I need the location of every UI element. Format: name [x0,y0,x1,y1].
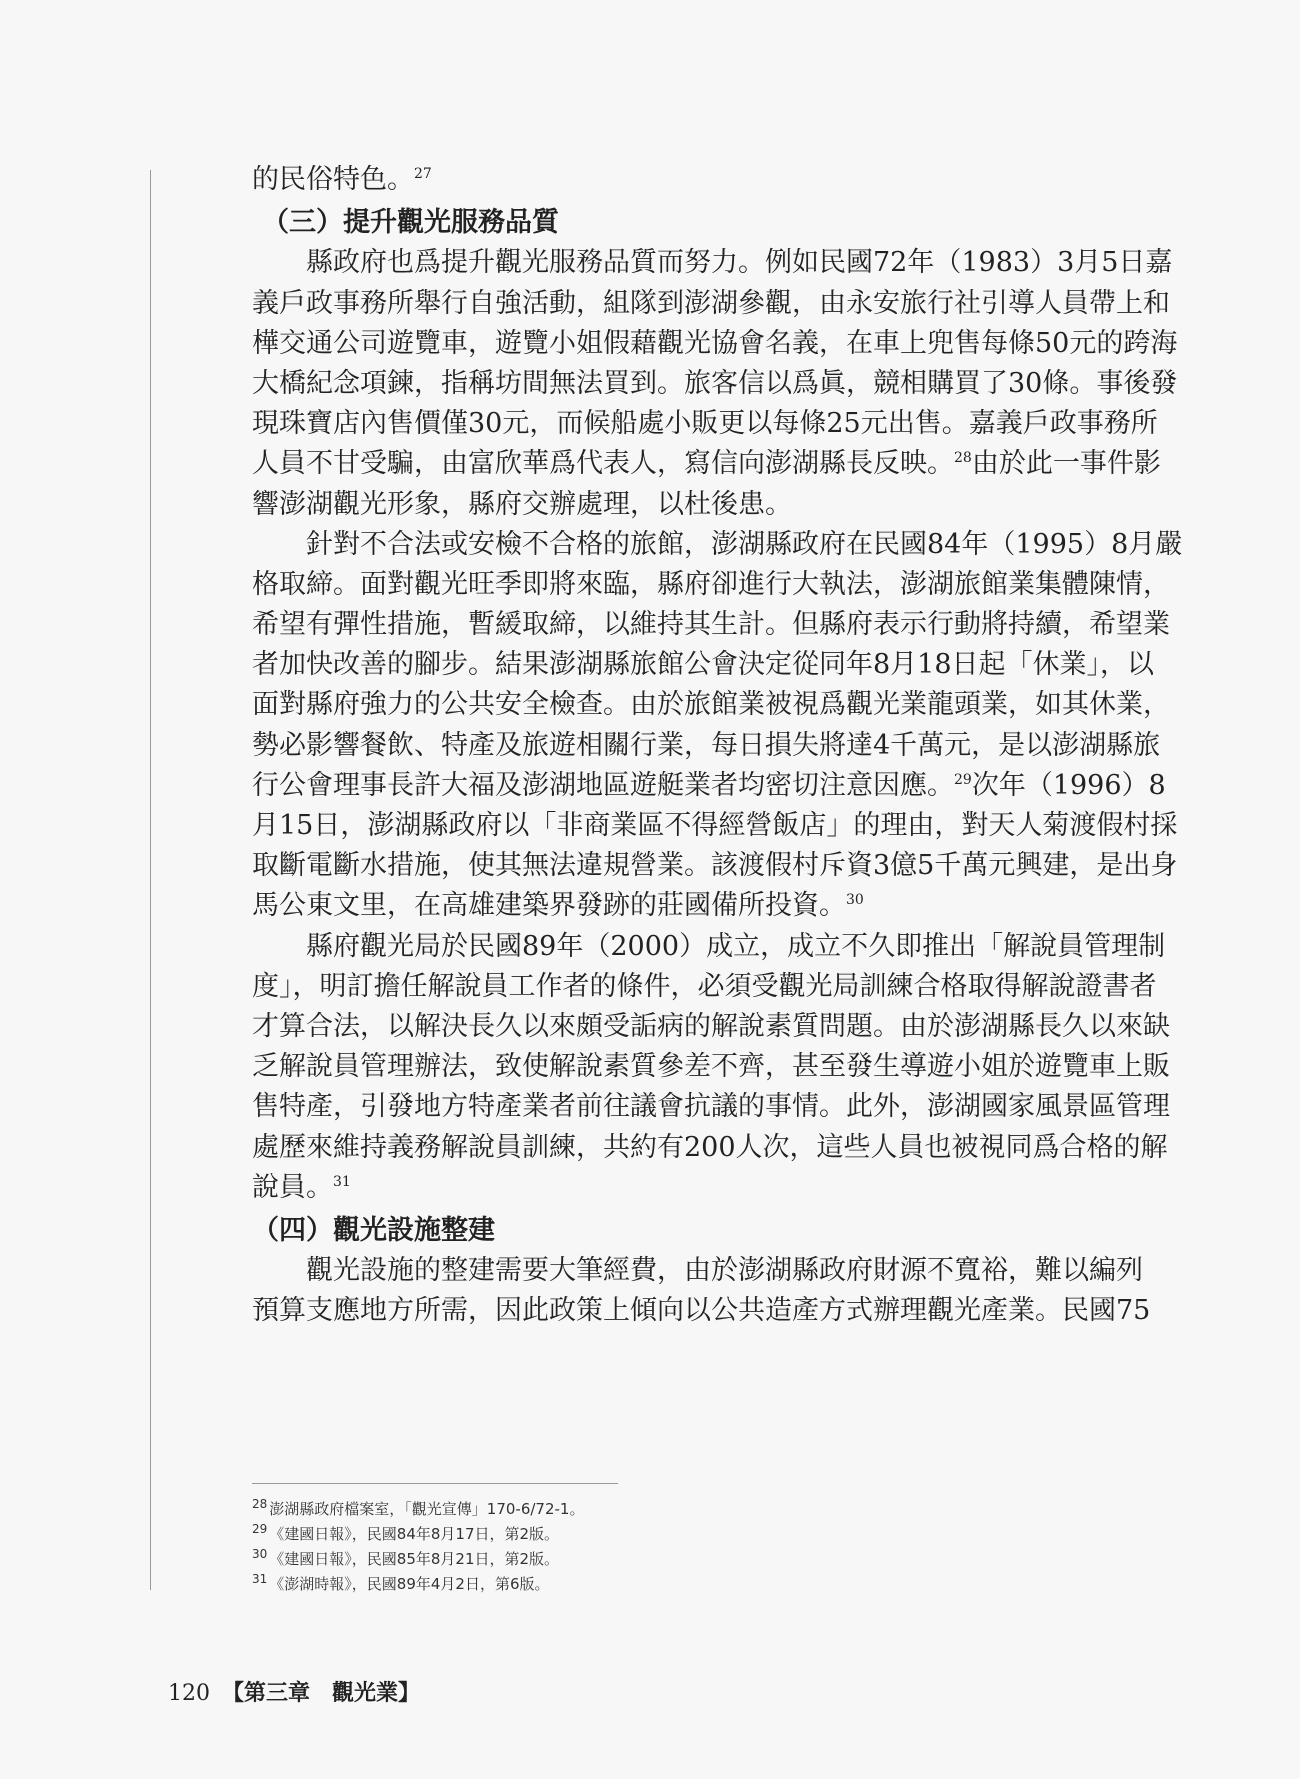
text-line: 馬公東文里，在高雄建築界發跡的莊國備所投資。$^{30}$ [252,890,864,922]
text-line: 義戶政事務所舉行自強活動，組隊到澎湖參觀，由永安旅行社引導人員帶上和 [252,287,1170,319]
footnote-separator [252,1483,618,1484]
footnote: $^{31}$ 《澎湖時報》，民國89年4月2日，第6版。 [252,1572,550,1593]
footnote: $^{30}$ 《建國日報》，民國85年8月21日，第2版。 [252,1547,560,1568]
footnote: $^{29}$ 《建國日報》，民國84年8月17日，第2版。 [252,1522,560,1543]
text-line: 大橋紀念項鍊，指稱坊間無法買到。旅客信以爲眞，競相購買了30條。事後發 [252,367,1178,399]
text-line: 格取締。面對觀光旺季即將來臨，縣府卻進行大執法，澎湖旅館業集體陳情， [252,568,1170,600]
text-line: 乏解說員管理辦法，致使解說素質參差不齊，甚至發生導遊小姐於遊覽車上販 [252,1051,1170,1083]
text-line: 人員不甘受騙，由富欣華爲代表人，寫信向澎湖縣長反映。$^{28}$由於此一事件影 [252,448,1161,480]
text-line: 預算支應地方所需，因此政策上傾向以公共造產方式辦理觀光產業。民國75 [252,1295,1151,1327]
text-line: 度」，明訂擔任解說員工作者的條件，必須受觀光局訓練合格取得解說證書者 [252,970,1157,1002]
text-line: 現珠寶店內售價僅30元，而候船處小販更以每條25元出售。嘉義戶政事務所 [252,408,1158,440]
text-line: 說員。$^{31}$ [252,1171,351,1203]
page-number: 120 [168,1681,210,1706]
section-heading: （三）提升觀光服務品質 [262,207,559,239]
text-line: 縣政府也爲提升觀光服務品質而努力。例如民國72年（1983）3月5日嘉 [306,247,1173,279]
footnotes [252,1497,952,1597]
footnote: $^{28}$ 澎湖縣政府檔案室，「觀光宣傳」170-6/72-1。 [252,1497,585,1518]
text-line: 針對不合法或安檢不合格的旅館，澎湖縣政府在民國84年（1995）8月嚴 [306,528,1183,560]
text-line: 才算合法，以解決長久以來頗受詬病的解說素質問題。由於澎湖縣長久以來缺 [252,1010,1170,1042]
text-line: 觀光設施的整建需要大筆經費，由於澎湖縣政府財源不寬裕，難以編列 [306,1255,1143,1287]
footnote-ref[interactable]: 31 [333,1173,351,1190]
margin-rule [150,170,151,1590]
chapter-title: 【第三章 觀光業】 [222,1680,421,1706]
text-line: 的民俗特色。$^{27}$ [252,164,432,195]
text-line: 者加快改善的腳步。結果澎湖縣旅館公會決定從同年8月18日起「休業」，以 [252,649,1155,681]
text-line: 希望有彈性措施，暫緩取締，以維持其生計。但縣府表示行動將持續，希望業 [252,609,1170,641]
footnote-ref[interactable]: 28 [954,450,972,467]
body-text [252,160,1183,1331]
text-line: 面對縣府強力的公共安全檢查。由於旅館業被視爲觀光業龍頭業，如其休業， [252,689,1170,721]
text-line: 樺交通公司遊覽車，遊覽小姐假藉觀光協會名義，在車上兜售每條50元的跨海 [252,327,1178,359]
text-line: 縣府觀光局於民國89年（2000）成立，成立不久即推出「解說員管理制 [306,930,1166,962]
footnote-ref[interactable]: 29 [954,771,972,788]
text-line: 響澎湖觀光形象，縣府交辦處理，以杜後患。 [252,488,792,520]
page-footer [168,1680,420,1707]
text-line: 售特產，引發地方特產業者前往議會抗議的事情。此外，澎湖國家風景區管理 [252,1091,1170,1123]
footnote-ref[interactable]: 27 [414,166,432,182]
text-line: 勢必影響餐飲、特產及旅遊相關行業，每日損失將達4千萬元，是以澎湖縣旅 [252,729,1161,761]
text-line: 取斷電斷水措施，使其無法違規營業。該渡假村斥資3億5千萬元興建，是出身 [252,850,1178,882]
text-line: 處歷來維持義務解說員訓練，共約有200人次，這些人員也被視同爲合格的解 [252,1131,1168,1163]
section-heading: （四）觀光設施整建 [252,1214,495,1246]
footnote-ref[interactable]: 30 [846,892,864,909]
text-line: 行公會理事長許大福及澎湖地區遊艇業者均密切注意因應。$^{29}$次年（1996）8 [252,769,1166,801]
text-line: 月15日，澎湖縣政府以「非商業區不得經營飯店」的理由，對天人菊渡假村採 [252,810,1178,841]
